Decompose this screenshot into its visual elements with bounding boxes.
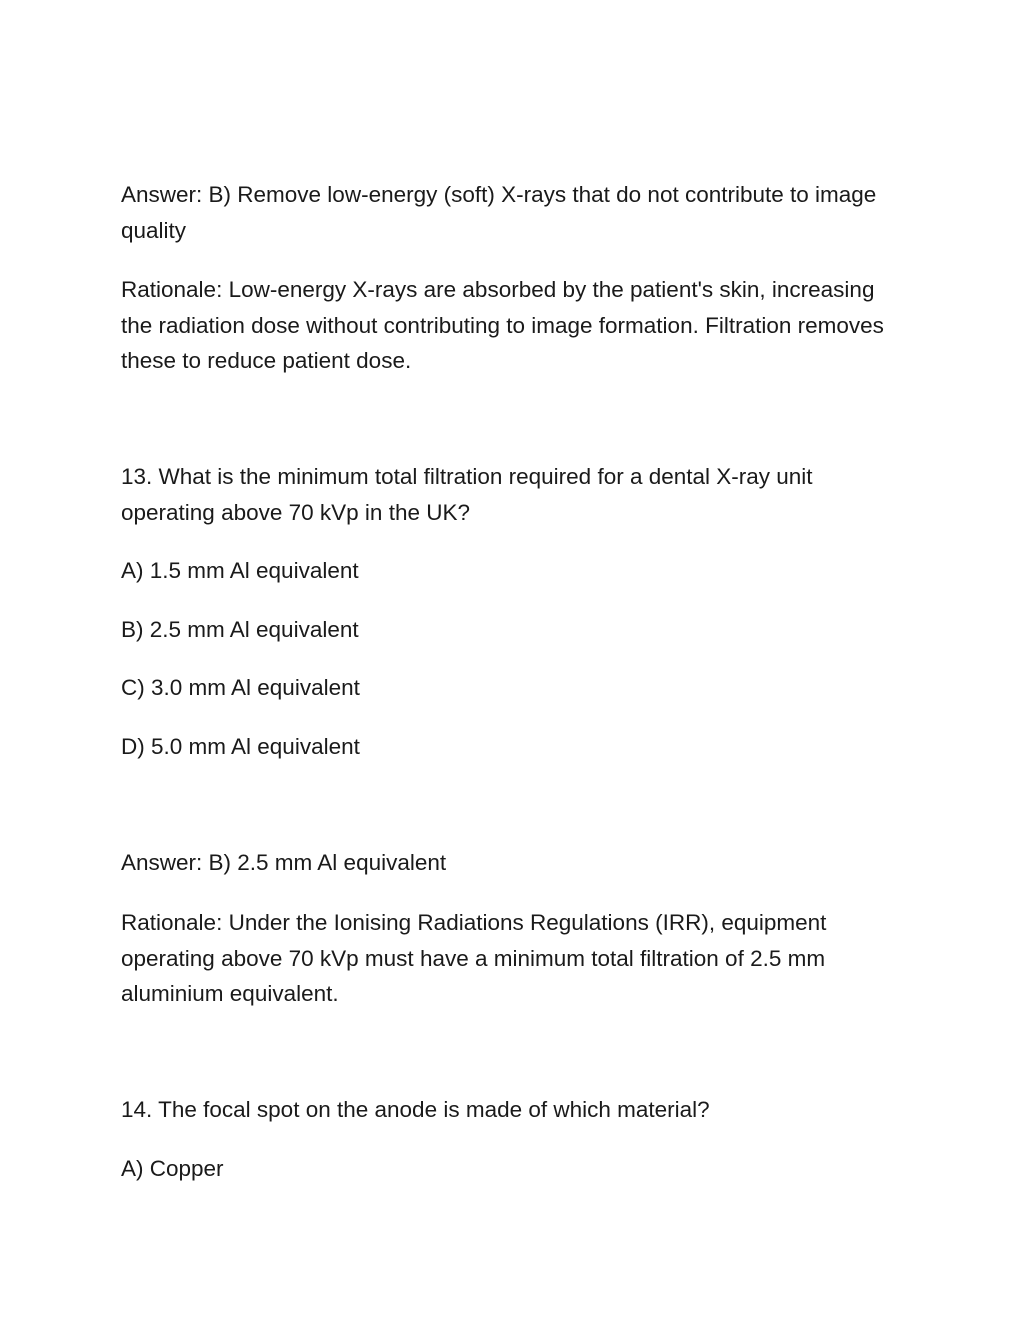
answer-text: Answer: B) Remove low-energy (soft) X-rays that do not contribute to image quality <box>121 182 877 243</box>
question-14: 14. The focal spot on the anode is made of which material? <box>121 1097 710 1122</box>
question-13: 13. What is the minimum total filtration required for a dental X-ray unit operating above 70 kVp in the UK? <box>121 464 813 525</box>
rationale-text: Rationale: Low-energy X-rays are absorbed by the patient's skin, increasing the radiation dose without contributing to image formation. Filtration removes these to reduce patient dose. <box>121 277 884 373</box>
answer-13: Answer: B) 2.5 mm Al equivalent <box>121 850 447 875</box>
option-13-c: C) 3.0 mm Al equivalent <box>121 675 360 700</box>
option-14-a: A) Copper <box>121 1156 224 1181</box>
option-13-b: B) 2.5 mm Al equivalent <box>121 617 359 642</box>
rationale-13: Rationale: Under the Ionising Radiations Regulations (IRR), equipment operating above 70 kVp must have a minimum total filtration of 2.5 mm aluminium equivalent. <box>121 910 827 1006</box>
option-13-a: A) 1.5 mm Al equivalent <box>121 558 359 583</box>
option-13-d: D) 5.0 mm Al equivalent <box>121 734 360 759</box>
